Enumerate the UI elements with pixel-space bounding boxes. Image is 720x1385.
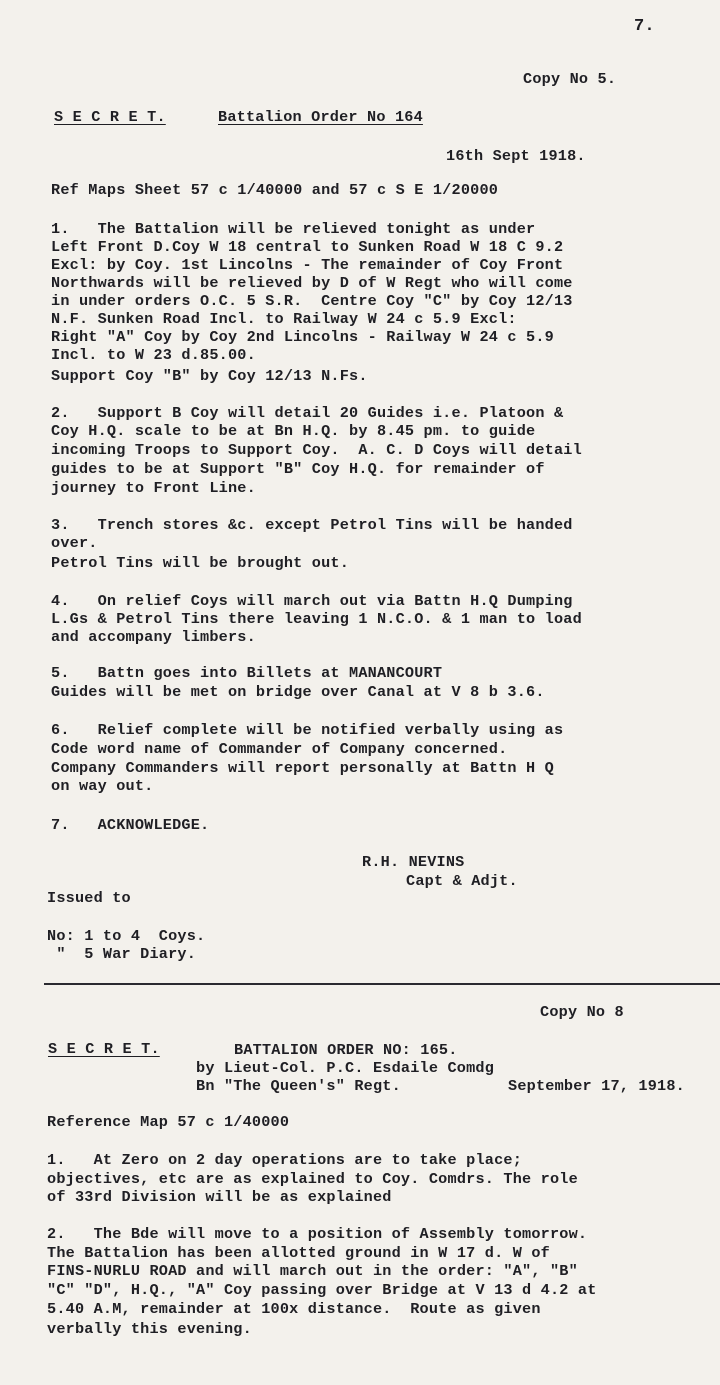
paragraph-line: Left Front D.Coy W 18 central to Sunken Road W 18 C 9.2: [51, 238, 564, 256]
paragraph-line: Excl: by Coy. 1st Lincolns - The remainder of Coy Front: [51, 256, 564, 274]
paragraph-line: L.Gs & Petrol Tins there leaving 1 N.C.O. & 1 man to load: [51, 610, 582, 628]
order-title: Battalion Order No 164: [218, 108, 423, 126]
paragraph-line: Northwards will be relieved by D of W Regt who will come: [51, 274, 573, 292]
order-unit: Bn "The Queen's" Regt.: [196, 1077, 401, 1095]
paragraph-7-acknowledge: 7. ACKNOWLEDGE.: [51, 816, 210, 834]
paragraph-line: N.F. Sunken Road Incl. to Railway W 24 c 5.9 Excl:: [51, 310, 517, 328]
reference-map: Reference Map 57 c 1/40000: [47, 1113, 290, 1131]
paragraph-line: incoming Troops to Support Coy. A. C. D Coys will detail: [51, 441, 582, 459]
paragraph-line: Right "A" Coy by Coy 2nd Lincolns - Railway W 24 c 5.9: [51, 328, 554, 346]
secret-heading-2: S E C R E T.: [48, 1040, 160, 1058]
order-title-2: BATTALION ORDER NO: 165.: [234, 1041, 458, 1059]
reference-maps: Ref Maps Sheet 57 c 1/40000 and 57 c S E 1/20000: [51, 181, 499, 199]
paragraph-line: journey to Front Line.: [51, 479, 256, 497]
paragraph-line: in under orders O.C. 5 S.R. Centre Coy "C" by Coy 12/13: [51, 292, 573, 310]
paragraph-line: 1. At Zero on 2 day operations are to take place;: [47, 1151, 523, 1169]
paragraph-line: objectives, etc are as explained to Coy. Comdrs. The role: [47, 1170, 578, 1188]
paragraph-line: 5.40 A.M, remainder at 100x distance. Route as given: [47, 1300, 541, 1318]
paragraph-line: 5. Battn goes into Billets at MANANCOURT: [51, 664, 443, 682]
paragraph-line: Code word name of Commander of Company concerned.: [51, 740, 508, 758]
distribution-line: No: 1 to 4 Coys.: [47, 927, 206, 945]
paragraph-line: FINS-NURLU ROAD and will march out in the order: "A", "B": [47, 1262, 578, 1280]
order-date: 16th Sept 1918.: [446, 147, 586, 165]
order-author: by Lieut-Col. P.C. Esdaile Comdg: [196, 1059, 495, 1077]
paragraph-line: Support Coy "B" by Coy 12/13 N.Fs.: [51, 367, 368, 385]
signatory-rank: Capt & Adjt.: [406, 872, 518, 890]
paragraph-line: of 33rd Division will be as explained: [47, 1188, 392, 1206]
paragraph-line: The Battalion has been allotted ground in W 17 d. W of: [47, 1244, 550, 1262]
paragraph-line: 4. On relief Coys will march out via Battn H.Q Dumping: [51, 592, 573, 610]
page-number: 7.: [634, 17, 655, 36]
secret-heading: S E C R E T.: [54, 108, 166, 126]
paragraph-line: Company Commanders will report personally at Battn H Q: [51, 759, 554, 777]
paragraph-line: 3. Trench stores &c. except Petrol Tins will be handed: [51, 516, 573, 534]
paragraph-line: 1. The Battalion will be relieved tonight as under: [51, 220, 536, 238]
paragraph-line: 6. Relief complete will be notified verbally using as: [51, 721, 564, 739]
paragraph-line: "C" "D", H.Q., "A" Coy passing over Bridge at V 13 d 4.2 at: [47, 1281, 597, 1299]
issued-to-label: Issued to: [47, 889, 131, 907]
copy-number: Copy No 5.: [523, 70, 617, 88]
order-date-2: September 17, 1918.: [508, 1077, 685, 1095]
paragraph-line: Guides will be met on bridge over Canal at V 8 b 3.6.: [51, 683, 545, 701]
paragraph-line: Incl. to W 23 d.85.00.: [51, 346, 256, 364]
paragraph-line: over.: [51, 534, 98, 552]
paragraph-line: Coy H.Q. scale to be at Bn H.Q. by 8.45 pm. to guide: [51, 422, 536, 440]
paragraph-line: guides to be at Support "B" Coy H.Q. for remainder of: [51, 460, 545, 478]
paragraph-line: on way out.: [51, 777, 154, 795]
section-divider: [44, 983, 720, 985]
distribution-line: " 5 War Diary.: [47, 945, 197, 963]
paragraph-line: and accompany limbers.: [51, 628, 256, 646]
paragraph-line: 2. The Bde will move to a position of Assembly tomorrow.: [47, 1225, 588, 1243]
paragraph-line: verbally this evening.: [47, 1320, 252, 1338]
copy-number-2: Copy No 8: [540, 1003, 624, 1021]
paragraph-line: 2. Support B Coy will detail 20 Guides i.e. Platoon &: [51, 404, 564, 422]
paragraph-line: Petrol Tins will be brought out.: [51, 554, 350, 572]
signatory-name: R.H. NEVINS: [362, 853, 465, 871]
